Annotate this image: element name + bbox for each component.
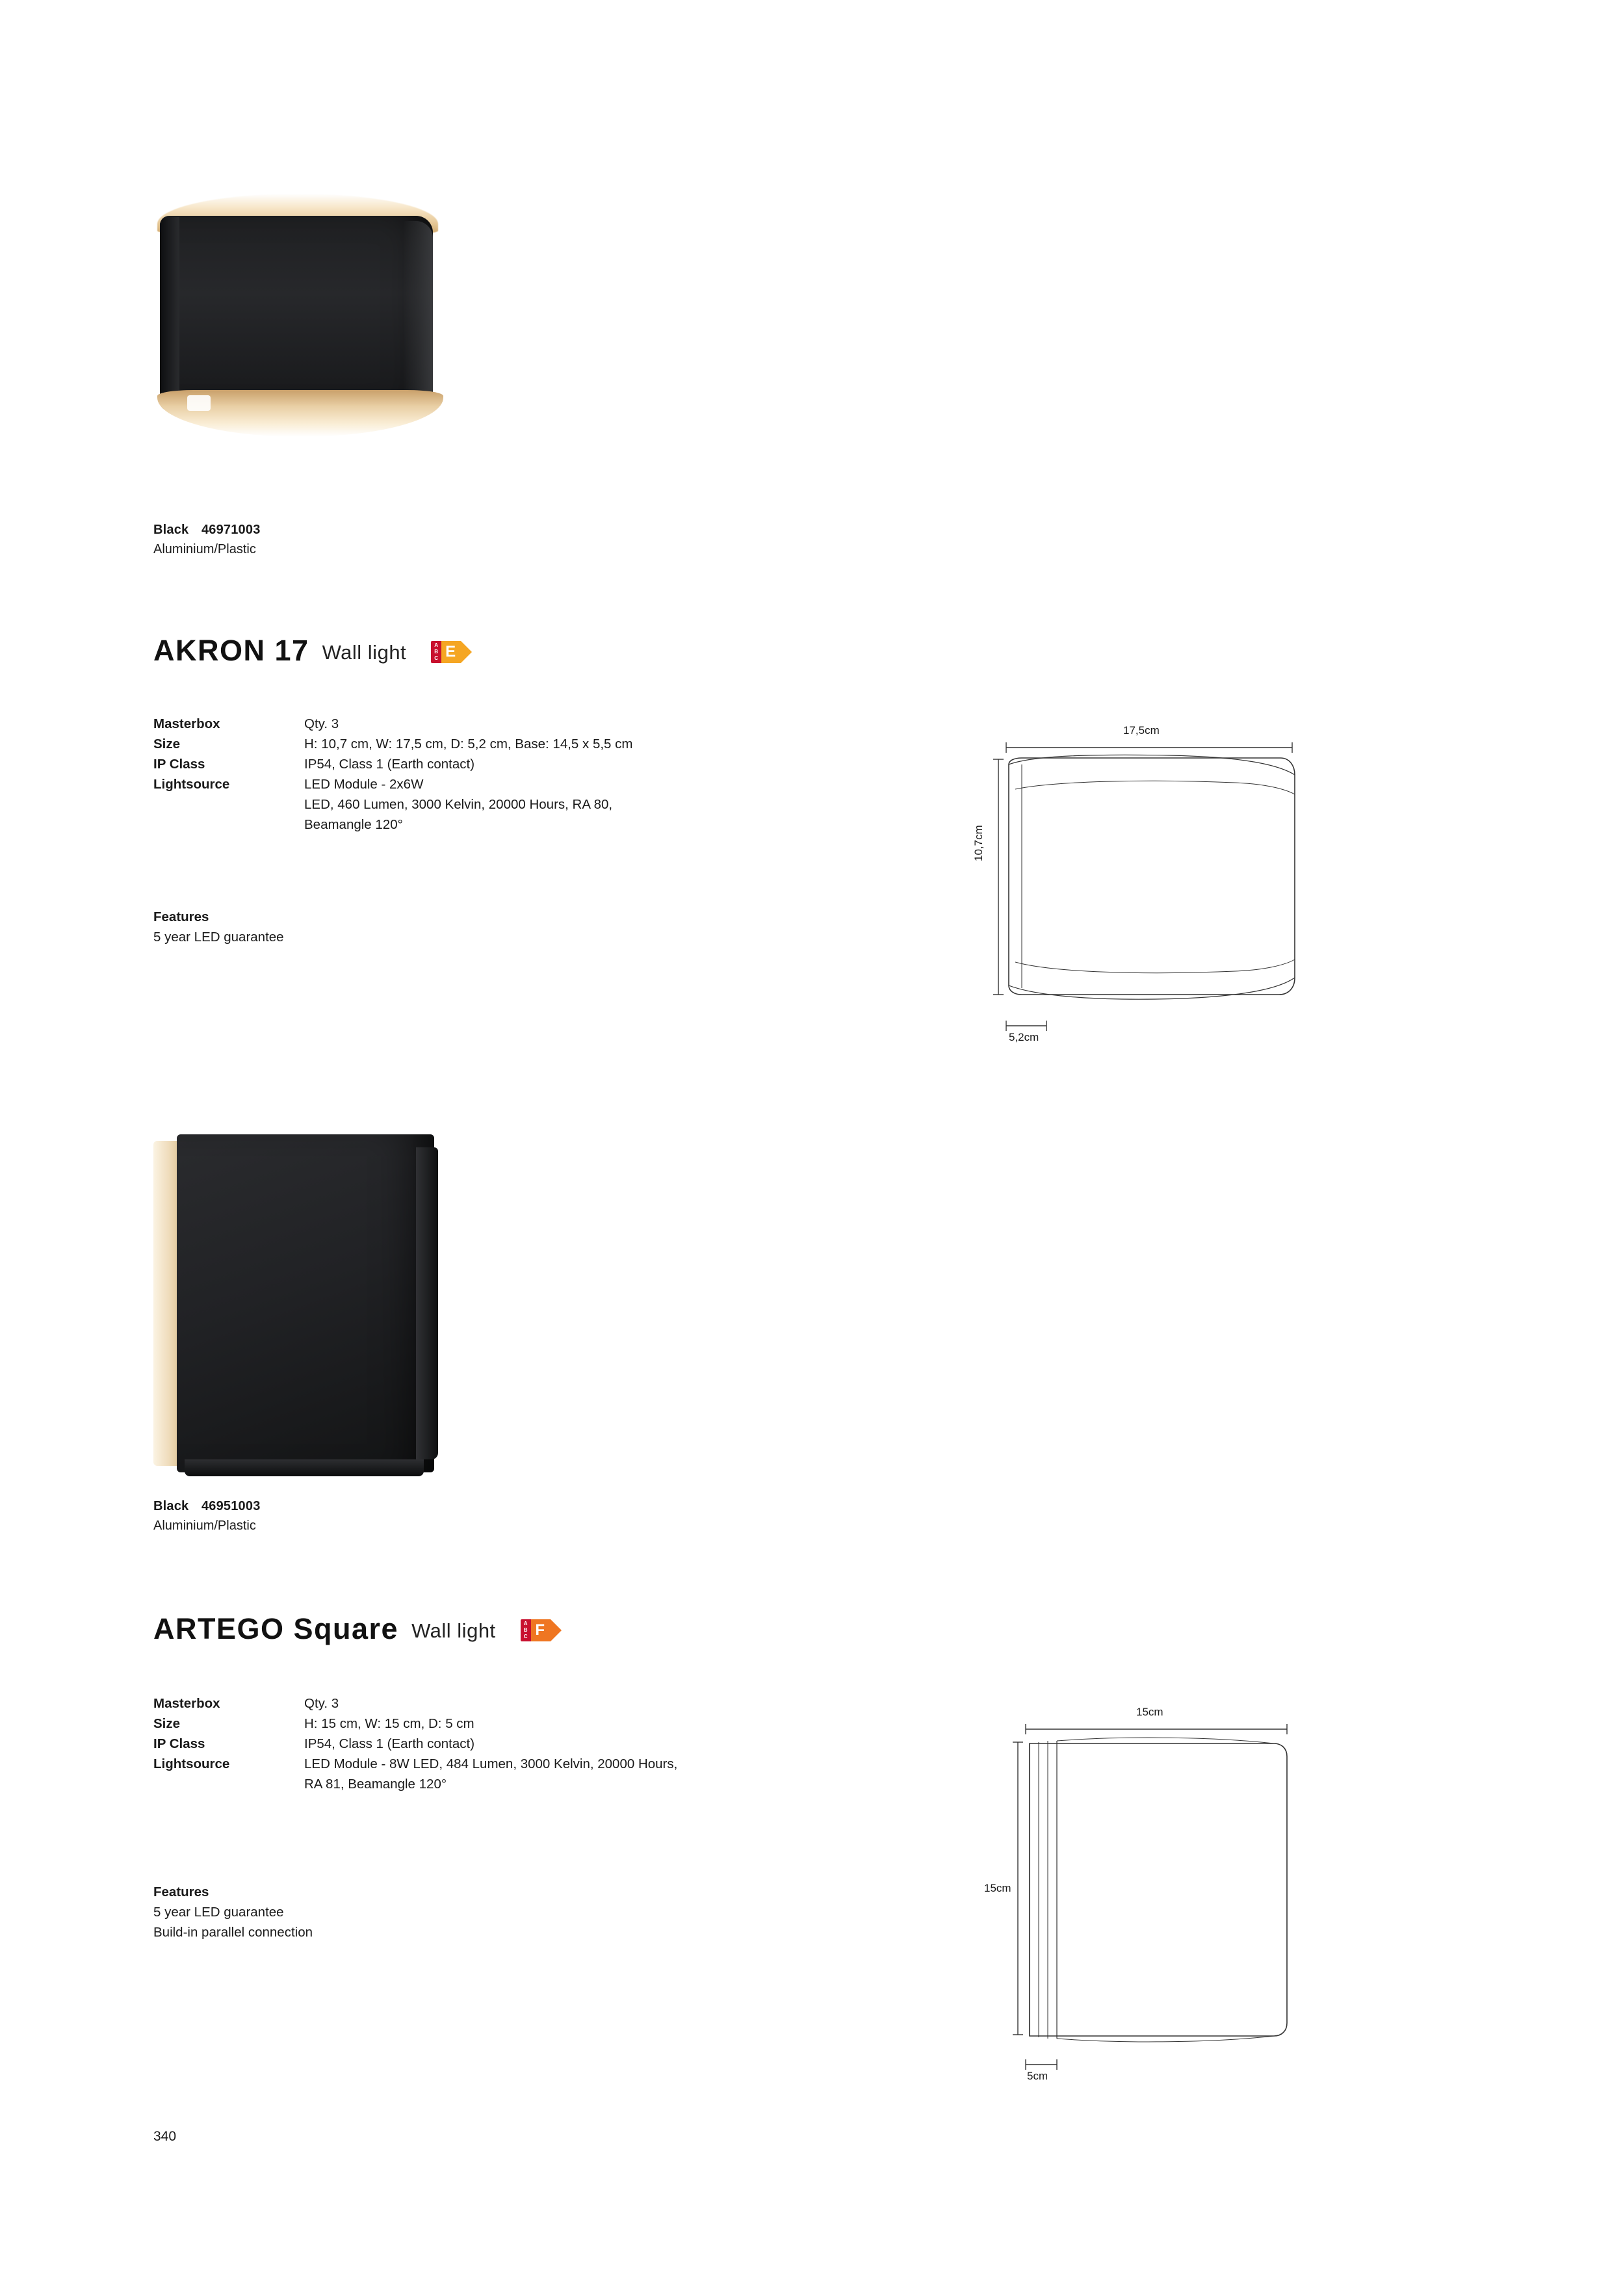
spec-value: H: 10,7 cm, W: 17,5 cm, D: 5,2 cm, Base: 14,5 x 5,5 cm <box>304 737 633 751</box>
akron-luminaire-illustration <box>153 189 443 449</box>
features-block-akron-17 <box>153 907 284 947</box>
caption-article-number-akron: 46971003 <box>201 523 261 537</box>
spec-value: H: 15 cm, W: 15 cm, D: 5 cm <box>304 1716 474 1731</box>
spec-value-extra: RA 81, Beamangle 120° <box>304 1777 447 1792</box>
spec-label: IP Class <box>153 757 205 772</box>
spec-table-artego-square <box>153 1693 998 1794</box>
spec-value: LED Module - 8W LED, 484 Lumen, 3000 Kelvin, 20000 Hours, <box>304 1756 678 1771</box>
product-subtitle-artego: Wall light <box>411 1619 496 1642</box>
spec-label: Lightsource <box>153 1756 230 1771</box>
product-subtitle-akron: Wall light <box>322 641 407 664</box>
spec-row <box>153 1693 677 1714</box>
spec-row-continuation <box>153 815 632 835</box>
spec-label: IP Class <box>153 1736 205 1751</box>
spec-label: Size <box>153 737 181 751</box>
drawing-width-label-akron: 17,5cm <box>1123 724 1160 737</box>
spec-row <box>153 1714 677 1734</box>
caption-material-akron: Aluminium/Plastic <box>153 542 256 556</box>
energy-class-akron: E <box>441 641 461 663</box>
product-photo-artego-square <box>153 1134 446 1479</box>
drawing-depth-label-akron: 5,2cm <box>1009 1031 1039 1043</box>
artego-housing <box>177 1134 434 1472</box>
spec-row <box>153 734 632 754</box>
energy-scale-icon-artego: A B C <box>521 1619 531 1641</box>
artego-bottom-edge <box>185 1459 424 1476</box>
caption-article-number-artego: 46951003 <box>201 1499 261 1513</box>
artego-right-edge <box>416 1147 438 1459</box>
spec-label: Lightsource <box>153 777 230 792</box>
spec-row <box>153 1734 677 1754</box>
spec-value: Qty. 3 <box>304 1696 339 1711</box>
akron-light-notch <box>187 395 211 411</box>
product-title-artego: ARTEGO Square <box>153 1612 399 1645</box>
spec-value-extra: Beamangle 120° <box>304 817 403 832</box>
technical-drawing-artego-square <box>984 1703 1358 2109</box>
spec-table <box>153 1693 677 1794</box>
akron-left-edge <box>160 217 179 410</box>
spec-row <box>153 774 632 794</box>
spec-label: Masterbox <box>153 1696 220 1711</box>
energy-class-artego: F <box>531 1619 551 1641</box>
akron-housing <box>160 216 433 411</box>
product-photo-akron-17 <box>153 189 443 449</box>
drawing-depth-label-artego: 5cm <box>1027 2070 1048 2082</box>
feature-item: 5 year LED guarantee <box>153 930 284 945</box>
product-caption-akron-17 <box>153 520 261 559</box>
energy-label-badge-artego <box>521 1619 551 1641</box>
caption-material-artego: Aluminium/Plastic <box>153 1519 256 1533</box>
spec-row <box>153 1754 677 1774</box>
spec-value: IP54, Class 1 (Earth contact) <box>304 757 475 772</box>
spec-value: Qty. 3 <box>304 716 339 731</box>
product-heading-artego-square <box>153 1612 551 1646</box>
drawing-height-label-artego: 15cm <box>984 1882 1011 1894</box>
spec-table <box>153 714 632 835</box>
technical-drawing-akron-17 <box>972 722 1339 1089</box>
features-title-akron: Features <box>153 909 209 924</box>
energy-scale-icon-akron: A B C <box>431 641 441 663</box>
energy-label-badge-akron <box>431 641 461 663</box>
drawing-width-label-artego: 15cm <box>1136 1706 1163 1718</box>
spec-row-continuation <box>153 794 632 815</box>
caption-color-code-artego: Black <box>153 1499 189 1513</box>
spec-value-extra: LED, 460 Lumen, 3000 Kelvin, 20000 Hours, RA 80, <box>304 797 613 812</box>
product-heading-akron-17 <box>153 634 461 668</box>
spec-value: IP54, Class 1 (Earth contact) <box>304 1736 475 1751</box>
spec-row <box>153 754 632 774</box>
spec-row <box>153 714 632 734</box>
caption-color-code-akron: Black <box>153 523 189 537</box>
features-title-artego: Features <box>153 1885 209 1899</box>
spec-value: LED Module - 2x6W <box>304 777 424 792</box>
page-number: 340 <box>153 2129 177 2144</box>
spec-label: Size <box>153 1716 181 1731</box>
feature-item: Build-in parallel connection <box>153 1925 313 1940</box>
spec-row-continuation <box>153 1774 677 1794</box>
drawing-height-label-akron: 10,7cm <box>972 825 985 861</box>
feature-item: 5 year LED guarantee <box>153 1905 284 1920</box>
product-title-akron: AKRON 17 <box>153 634 309 667</box>
product-caption-artego-square <box>153 1496 261 1535</box>
features-block-artego-square <box>153 1882 313 1942</box>
spec-table-akron-17 <box>153 714 933 835</box>
spec-label: Masterbox <box>153 716 220 731</box>
